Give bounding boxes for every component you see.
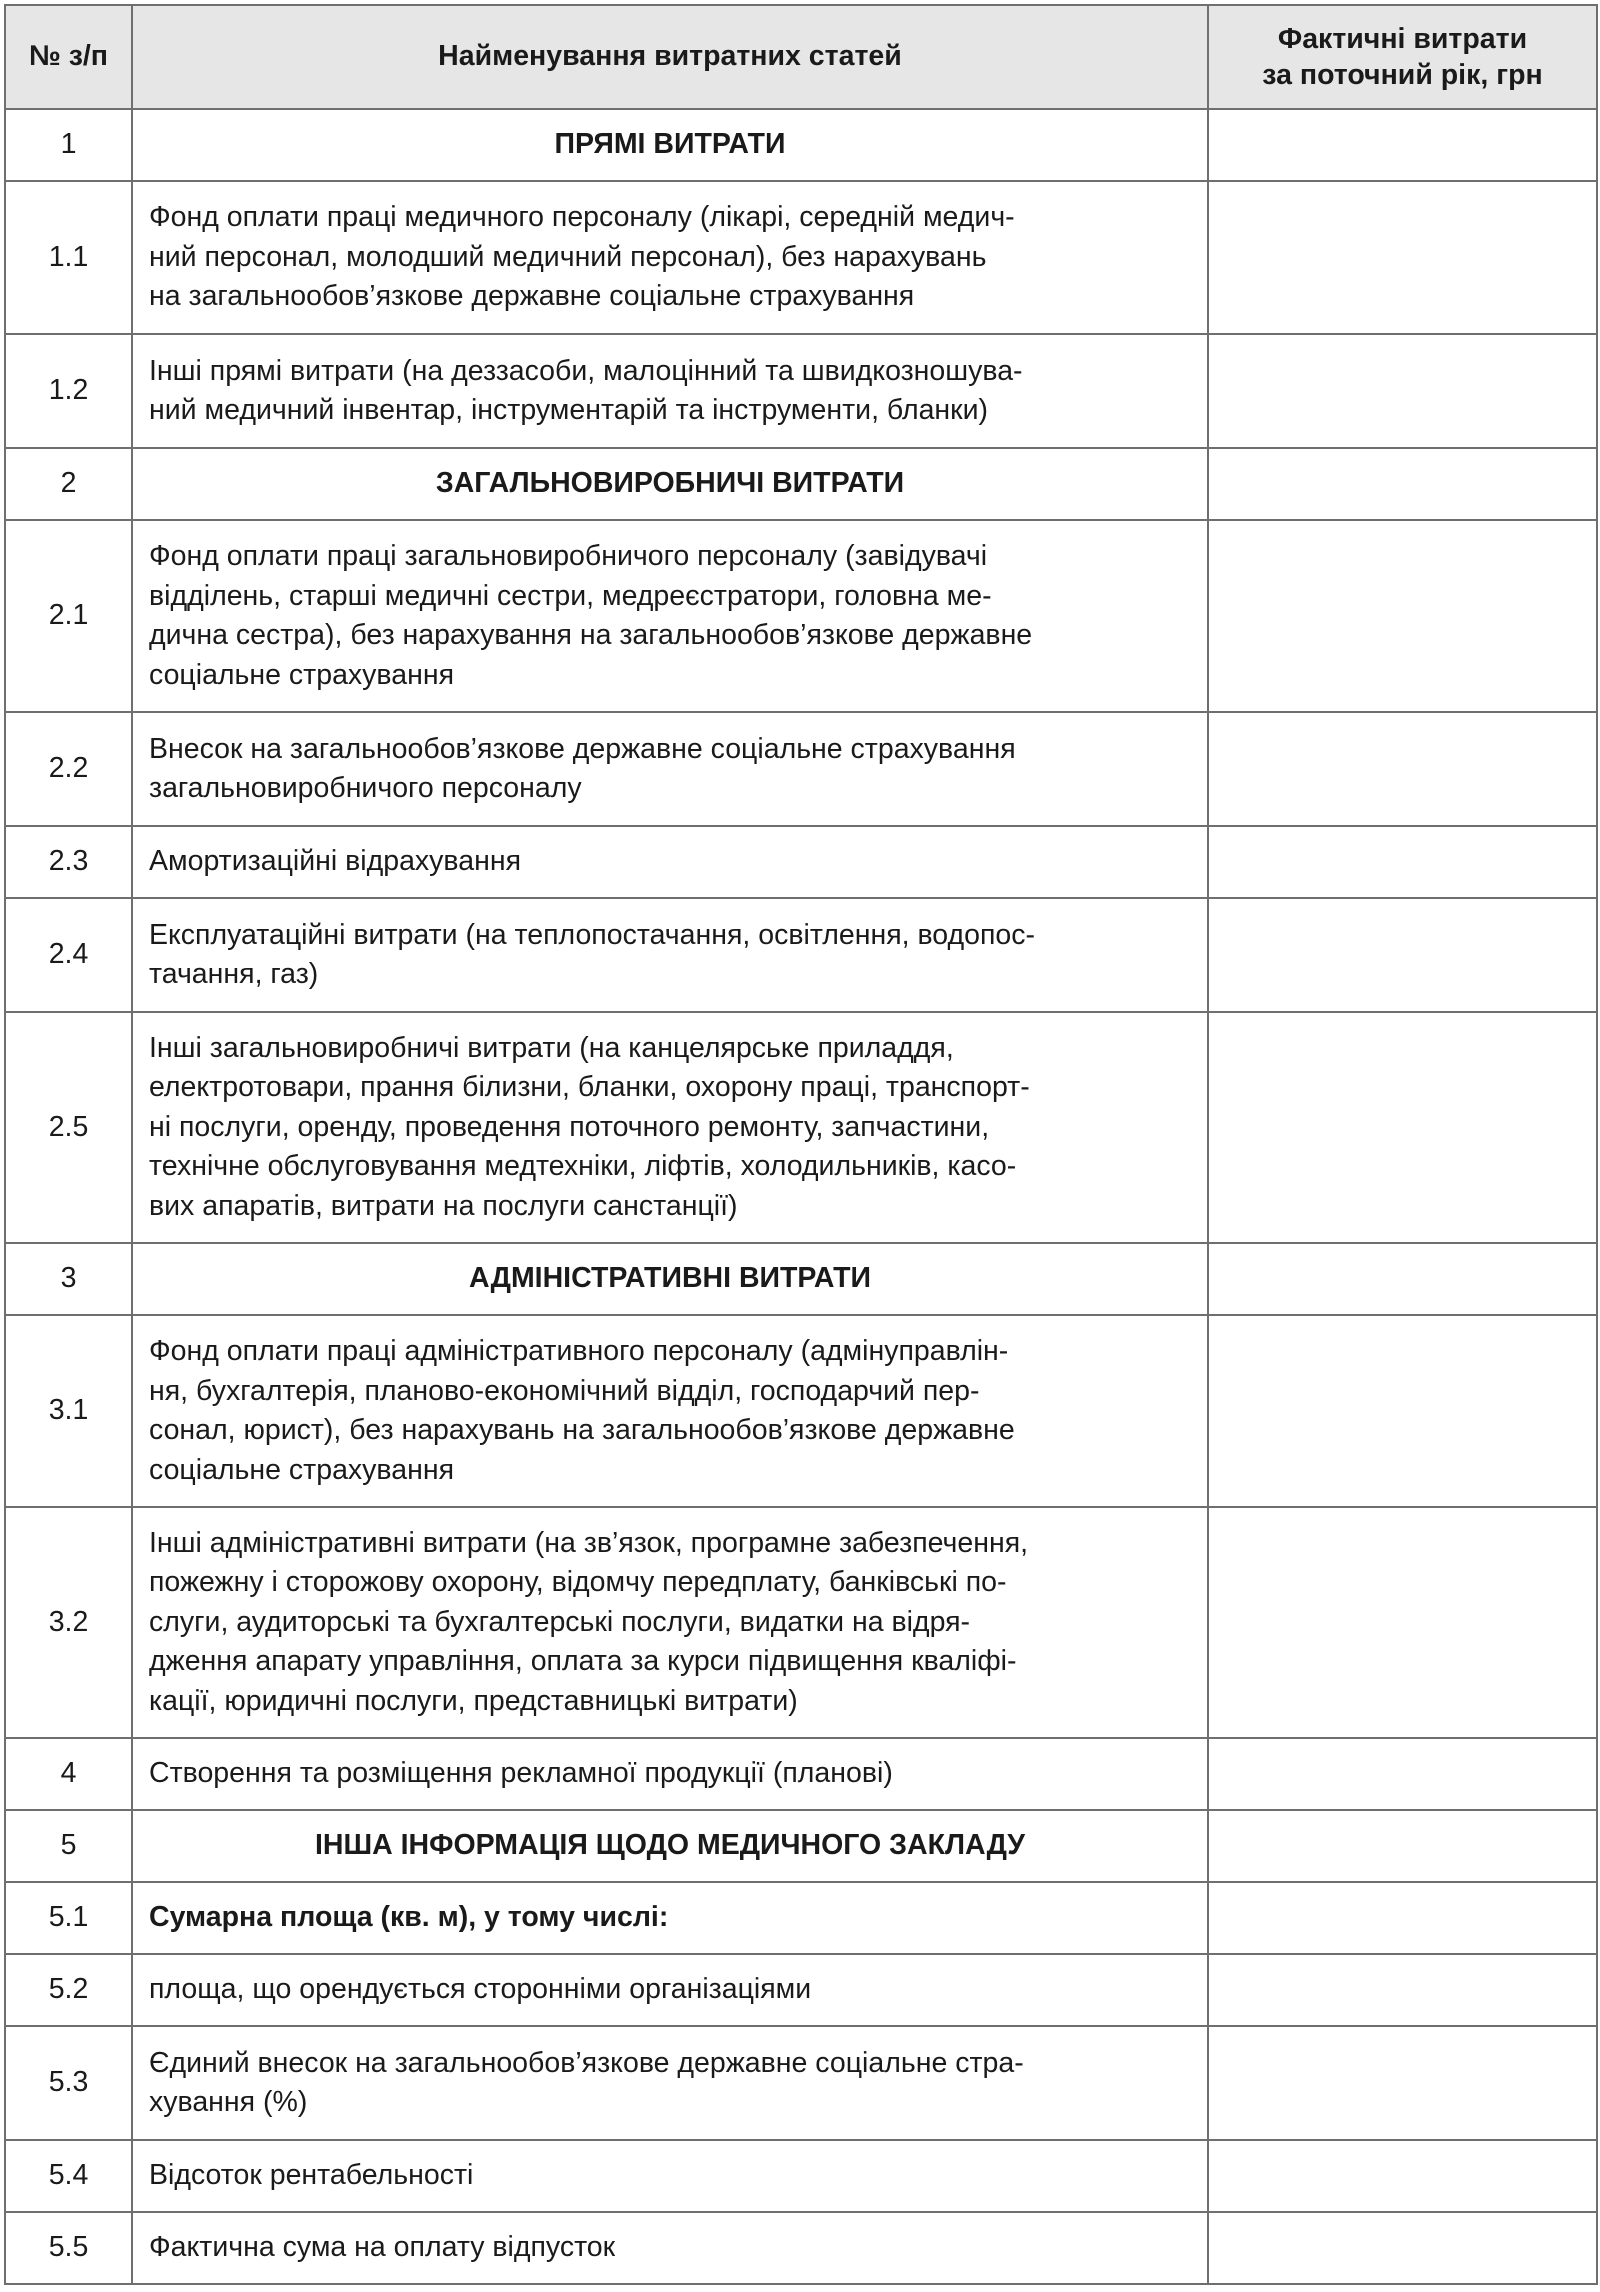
- item-name-line: Відсоток рентабельності: [149, 2159, 474, 2192]
- header-row: [5, 5, 1597, 109]
- table-row: [5, 1738, 1597, 1810]
- row-number: 5: [5, 1810, 132, 1882]
- section-title: [132, 109, 1208, 181]
- actual-cost-cell: [1208, 1882, 1597, 1954]
- item-name-line: соціальне страхування: [149, 1453, 454, 1486]
- section-row: [5, 1810, 1597, 1882]
- header-actual-costs-line2: за поточний рік, грн: [1262, 59, 1543, 91]
- table-row: [5, 826, 1597, 898]
- item-name: [132, 1882, 1208, 1954]
- table-header: [5, 5, 1597, 109]
- item-name: [132, 2140, 1208, 2212]
- row-number: 5.4: [5, 2140, 132, 2212]
- actual-cost-cell: [1208, 109, 1597, 181]
- row-number: 5.3: [5, 2026, 132, 2140]
- actual-cost-cell: [1208, 1954, 1597, 2026]
- item-name: [132, 334, 1208, 448]
- row-number: 2: [5, 448, 132, 520]
- header-actual-costs: [1208, 5, 1597, 109]
- item-name-line: Внесок на загальнообов’язкове державне соціальне страхування: [149, 732, 1016, 765]
- item-name-line: кації, юридичні послуги, представницькі витрати): [149, 1684, 798, 1717]
- item-name-line: Єдиний внесок на загальнообов’язкове державне соціальне стра-: [149, 2046, 1024, 2079]
- item-name-line: слуги, аудиторські та бухгалтерські послуги, видатки на відря-: [149, 1605, 971, 1638]
- item-name-line: Інші прямі витрати (на деззасоби, малоцінний та швидкозношува-: [149, 354, 1023, 387]
- table-row: [5, 2026, 1597, 2140]
- item-name-line: загальновиробничого персоналу: [149, 772, 582, 804]
- row-number: 3: [5, 1243, 132, 1315]
- item-name: [132, 520, 1208, 712]
- item-name: [132, 2026, 1208, 2140]
- actual-cost-cell: [1208, 898, 1597, 1012]
- actual-cost-cell: [1208, 2140, 1597, 2212]
- item-name-line: ЗАГАЛЬНОВИРОБНИЧІ ВИТРАТИ: [435, 467, 905, 500]
- section-title: [132, 1243, 1208, 1315]
- row-number: 5.1: [5, 1882, 132, 1954]
- section-row: [5, 1243, 1597, 1315]
- item-name: [132, 1738, 1208, 1810]
- item-name-line: сонал, юрист), без нарахувань на загальнообов’язкове державне: [149, 1414, 1015, 1446]
- item-name: [132, 826, 1208, 898]
- actual-cost-cell: [1208, 826, 1597, 898]
- item-name-line: Створення та розміщення рекламної продукції (планові): [149, 1757, 893, 1790]
- actual-cost-cell: [1208, 1810, 1597, 1882]
- table-row: [5, 712, 1597, 826]
- item-name-line: Інші загальновиробничі витрати (на канцелярське приладдя,: [149, 1031, 954, 1064]
- item-name-line: Фонд оплати праці медичного персоналу (лікарі, середній медич-: [149, 201, 1015, 234]
- item-name-line: ні послуги, оренду, проведення поточного ремонту, запчастини,: [149, 1110, 990, 1143]
- table-row: [5, 1882, 1597, 1954]
- table-row: [5, 1012, 1597, 1243]
- actual-cost-cell: [1208, 1507, 1597, 1738]
- actual-cost-cell: [1208, 1315, 1597, 1507]
- item-name-line: електротовари, прання білизни, бланки, охорону праці, транспорт-: [149, 1071, 1030, 1104]
- table-row: [5, 2140, 1597, 2212]
- item-name-line: дична сестра), без нарахування на загальнообов’язкове державне: [149, 619, 1033, 651]
- item-name-line: Фонд оплати праці адміністративного персоналу (адмінуправлін-: [149, 1335, 1009, 1367]
- header-number: № з/п: [5, 5, 132, 109]
- item-name-line: соціальне страхування: [149, 658, 454, 691]
- table-body: [5, 109, 1597, 2284]
- table-row: [5, 2212, 1597, 2284]
- section-title: [132, 1810, 1208, 1882]
- item-name-line: пожежну і сторожову охорону, відомчу передплату, банківські по-: [149, 1566, 1007, 1599]
- item-name: [132, 898, 1208, 1012]
- row-number: 4: [5, 1738, 132, 1810]
- item-name-line: відділень, старші медичні сестри, медреєстратори, головна ме-: [149, 579, 992, 612]
- row-number: 2.2: [5, 712, 132, 826]
- row-number: 2.3: [5, 826, 132, 898]
- item-name: [132, 1954, 1208, 2026]
- row-number: 2.1: [5, 520, 132, 712]
- item-name-line: хування (%): [149, 2086, 308, 2118]
- row-number: 1.1: [5, 181, 132, 334]
- item-name-line: дження апарату управління, оплата за курси підвищення кваліфі-: [149, 1645, 1017, 1678]
- table-row: [5, 181, 1597, 334]
- item-name-line: АДМІНІСТРАТИВНІ ВИТРАТИ: [469, 1262, 871, 1295]
- row-number: 2.5: [5, 1012, 132, 1243]
- table-row: [5, 1507, 1597, 1738]
- item-name-line: Амортизаційні відрахування: [149, 845, 522, 878]
- item-name: [132, 2212, 1208, 2284]
- actual-cost-cell: [1208, 712, 1597, 826]
- actual-cost-cell: [1208, 334, 1597, 448]
- actual-cost-cell: [1208, 181, 1597, 334]
- item-name-line: Фактична сума на оплату відпусток: [149, 2231, 616, 2264]
- header-actual-costs-line1: Фактичні витрати: [1277, 23, 1528, 55]
- row-number: 5.5: [5, 2212, 132, 2284]
- item-name: [132, 712, 1208, 826]
- item-name-line: вих апаратів, витрати на послуги санстанції): [149, 1189, 738, 1222]
- table-row: [5, 334, 1597, 448]
- item-name: [132, 181, 1208, 334]
- item-name-line: ІНША ІНФОРМАЦІЯ ЩОДО МЕДИЧНОГО ЗАКЛАДУ: [315, 1829, 1025, 1862]
- row-number: 5.2: [5, 1954, 132, 2026]
- actual-cost-cell: [1208, 1012, 1597, 1243]
- item-name-line: ня, бухгалтерія, планово-економічний відділ, господарчий пер-: [149, 1374, 980, 1407]
- row-number: 3.2: [5, 1507, 132, 1738]
- actual-cost-cell: [1208, 1738, 1597, 1810]
- row-number: 2.4: [5, 898, 132, 1012]
- header-item-name: Найменування витратних статей: [132, 5, 1208, 109]
- item-name: [132, 1315, 1208, 1507]
- actual-cost-cell: [1208, 1243, 1597, 1315]
- item-name-line: на загальнообов’язкове державне соціальне страхування: [149, 280, 915, 313]
- section-title: [132, 448, 1208, 520]
- item-name-line: Фонд оплати праці загальновиробничого персоналу (завідувачі: [149, 540, 988, 572]
- actual-cost-cell: [1208, 520, 1597, 712]
- table-row: [5, 1954, 1597, 2026]
- actual-cost-cell: [1208, 2212, 1597, 2284]
- item-name-line: ний медичний інвентар, інструментарій та інструменти, бланки): [149, 394, 989, 426]
- item-name: [132, 1012, 1208, 1243]
- item-name-line: Експлуатаційні витрати (на теплопостачання, освітлення, водопос-: [149, 918, 1036, 951]
- row-number: 1: [5, 109, 132, 181]
- item-name-line: Інші адміністративні витрати (на зв’язок, програмне забезпечення,: [149, 1526, 1029, 1559]
- item-name: [132, 1507, 1208, 1738]
- section-row: [5, 448, 1597, 520]
- section-row: [5, 109, 1597, 181]
- actual-cost-cell: [1208, 448, 1597, 520]
- item-name-line: ПРЯМІ ВИТРАТИ: [554, 128, 786, 161]
- item-name-line: площа, що орендується сторонніми організаціями: [149, 1973, 812, 2006]
- table-row: [5, 520, 1597, 712]
- item-name-line: Сумарна площа (кв. м), у тому числі:: [149, 1901, 669, 1934]
- item-name-line: тачання, газ): [149, 958, 319, 990]
- row-number: 3.1: [5, 1315, 132, 1507]
- item-name-line: ний персонал, молодший медичний персонал), без нарахувань: [149, 240, 987, 273]
- table-row: [5, 1315, 1597, 1507]
- item-name-line: технічне обслуговування медтехніки, ліфтів, холодильників, касо-: [149, 1150, 1017, 1183]
- row-number: 1.2: [5, 334, 132, 448]
- expense-table: [4, 4, 1598, 2285]
- actual-cost-cell: [1208, 2026, 1597, 2140]
- table-row: [5, 898, 1597, 1012]
